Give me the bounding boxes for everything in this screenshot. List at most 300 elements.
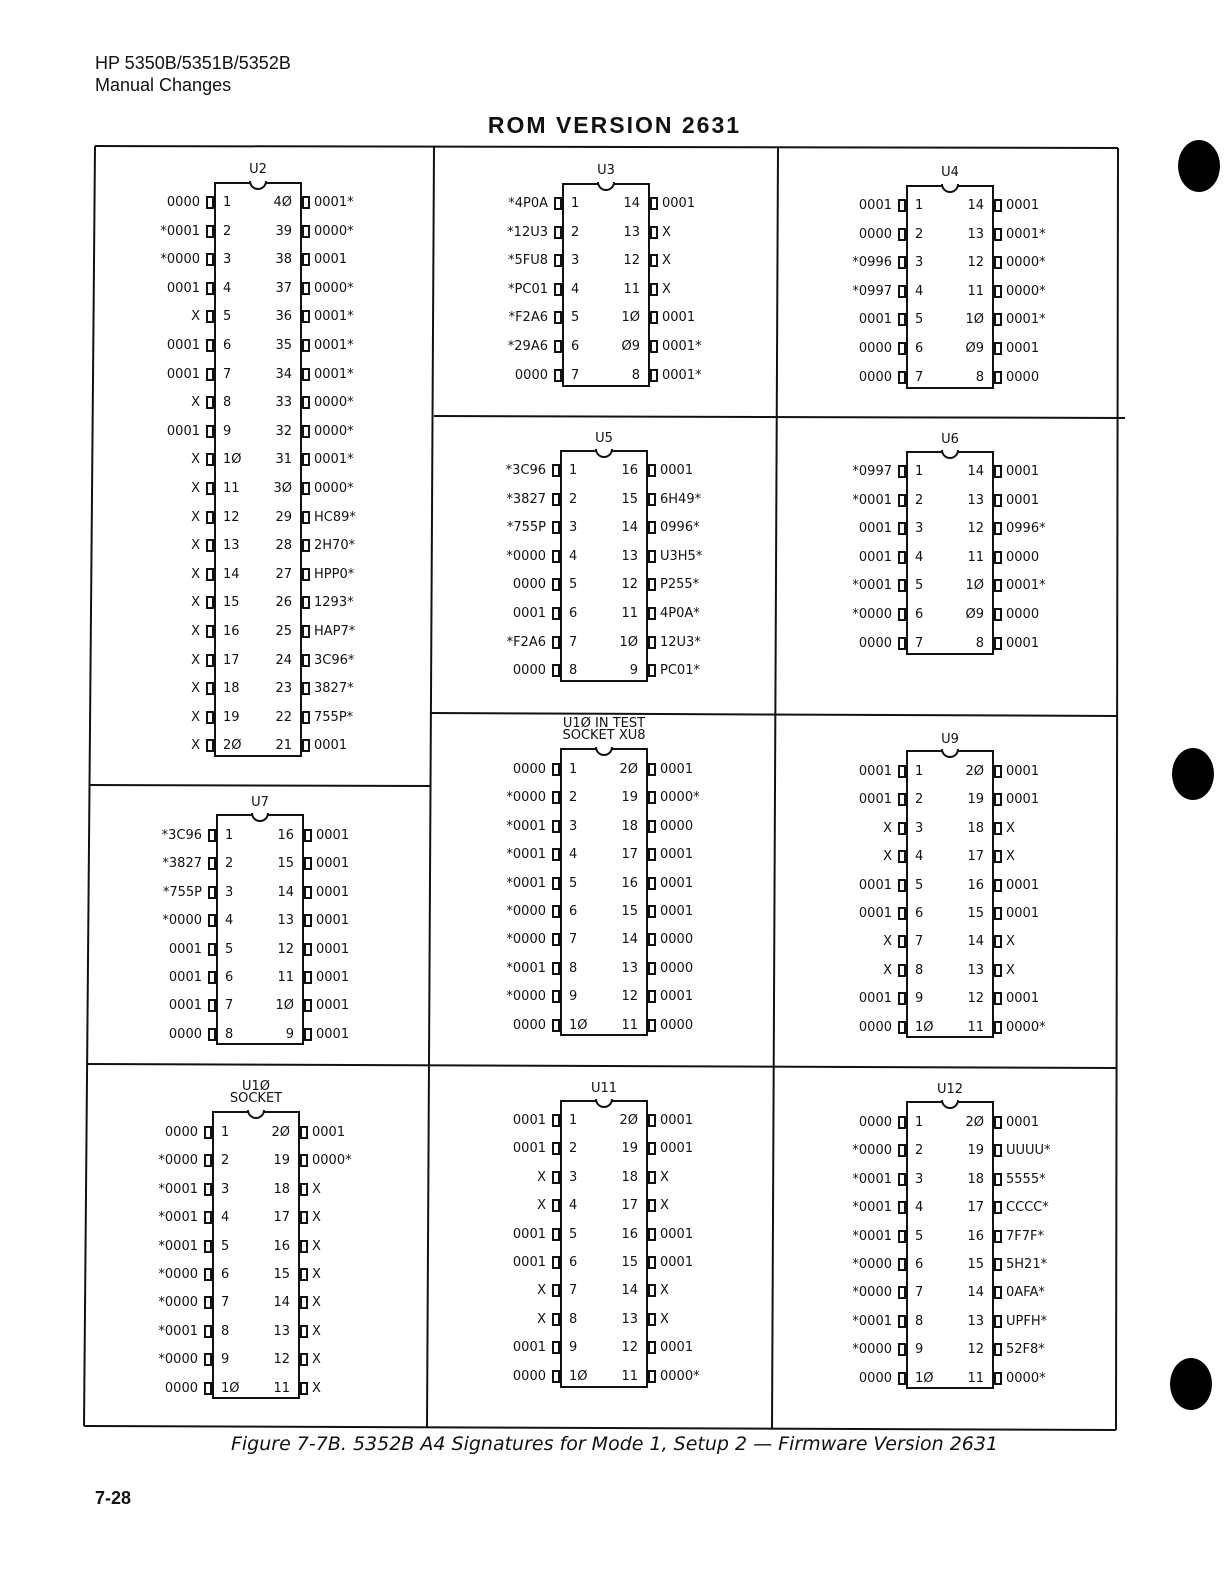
signature-left: 0001 [512,1226,546,1242]
signature-left: *0000 [158,1153,198,1169]
signature-left: *0001 [506,847,546,863]
pin-lead [554,197,562,210]
pin-number: 16 [967,1228,984,1244]
signature-left: *3C96 [161,828,202,843]
pin-lead [994,579,1002,592]
pin-number: 6 [569,904,578,919]
pin-number: 1Ø [569,1368,588,1384]
pin-number: 2 [223,223,232,239]
pin-number: 7 [569,932,578,948]
pin-lead [994,465,1002,478]
pin-lead [206,682,214,695]
pin-lead [648,664,656,677]
pin-number: 3 [915,521,924,537]
signature-right: 0001 [660,1141,694,1157]
signature-left: *0001 [852,578,892,594]
pin-lead [898,522,906,535]
pin-lead [898,1173,906,1186]
pin-lead [302,282,310,295]
signature-left: 0001 [512,1113,546,1128]
pin-lead [304,999,312,1012]
signature-right: 0000* [660,1368,700,1384]
signature-left: *0000 [506,904,546,919]
pin-number: 38 [275,252,292,268]
pin-lead [204,1353,212,1366]
pin-number: 2Ø [223,738,242,754]
pin-lead [650,226,658,239]
pin-number: 37 [275,280,292,296]
pin-number: 15 [621,491,638,507]
signature-right: 0000* [1006,1370,1046,1386]
pin-lead [648,1313,656,1326]
pin-number: 13 [223,538,240,554]
pin-number: 14 [223,566,240,582]
pin-number: 14 [967,934,984,950]
pin-number: 39 [275,223,292,239]
pin-lead [300,1183,308,1196]
pin-lead [648,521,656,534]
pin-number: 1Ø [275,998,294,1014]
pin-number: 19 [223,709,240,725]
grid-col-divider-2 [772,148,778,1429]
pin-lead [552,550,560,563]
pin-number: 2Ø [619,762,638,777]
signature-right: X [660,1311,669,1327]
pin-number: 21 [275,738,292,754]
pin-number: 12 [623,253,640,269]
pin-lead [552,820,560,833]
signature-right: X [660,1198,669,1214]
pin-number: 8 [569,1311,578,1327]
chip-label: U5 [595,431,613,446]
signature-left: X [191,452,200,468]
pin-number: 9 [915,991,924,1007]
signature-left: 0001 [858,312,892,328]
signature-right: 0000* [660,790,700,806]
pin-number: 2Ø [965,1115,984,1130]
pin-lead [208,914,216,927]
signature-right: 0001* [314,338,354,353]
signature-left: *3C96 [505,463,546,478]
signature-right: 3827* [314,681,354,697]
signature-right: 0001 [316,941,350,957]
pin-number: 17 [621,1198,638,1214]
pin-number: 13 [623,224,640,240]
pin-lead [648,578,656,591]
signature-right: 0001 [660,875,694,891]
pin-lead [898,1230,906,1243]
pin-lead [994,1315,1002,1328]
pin-number: 32 [275,423,292,439]
chip-label: SOCKET [229,1091,283,1106]
signature-right: CCCC* [1006,1200,1049,1216]
pin-lead [898,850,906,863]
pin-lead [204,1382,212,1395]
pin-lead [994,1173,1002,1186]
pin-number: 8 [569,663,578,679]
pin-number: 8 [975,635,984,651]
pin-number: 13 [621,1311,638,1327]
signature-left: *0000 [158,1295,198,1311]
signature-left: 0000 [164,1380,198,1396]
signature-right: 0001 [1006,792,1040,808]
pin-number: 7 [571,367,580,383]
pin-number: 12 [223,509,240,525]
signature-left: *0001 [852,1200,892,1216]
pin-number: 18 [967,1171,984,1187]
pin-lead [898,1286,906,1299]
pin-lead [648,791,656,804]
binder-hole-middle [1172,748,1214,800]
pin-number: 7 [915,635,924,651]
pin-lead [302,739,310,752]
signature-right: 0001 [1006,635,1040,651]
signature-left: 0000 [858,635,892,651]
chip-label: U7 [251,795,269,810]
pin-number: 5 [915,578,924,594]
grid-row-divider-full [86,1064,1117,1068]
signature-left: *PC01 [508,281,548,297]
signature-left: *755P [162,884,202,900]
pin-number: 13 [967,962,984,978]
signature-left: *0000 [852,1285,892,1301]
pin-lead [302,425,310,438]
signature-right: X [312,1323,321,1339]
pin-number: 19 [621,790,638,806]
pin-lead [554,340,562,353]
pin-number: 13 [967,226,984,242]
pin-number: 7 [915,1285,924,1301]
signature-left: X [883,849,892,865]
pin-lead [554,311,562,324]
pin-lead [302,682,310,695]
pin-lead [648,905,656,918]
pin-lead [648,1171,656,1184]
pin-lead [898,637,906,650]
pin-lead [898,579,906,592]
pin-lead [552,493,560,506]
pin-number: 36 [275,309,292,325]
pin-number: 3 [571,253,580,269]
binder-hole-bottom [1170,1358,1212,1410]
signature-left: *3827 [506,491,546,507]
pin-number: 1Ø [915,1370,934,1386]
pin-lead [994,637,1002,650]
signature-left: 0001 [166,423,200,439]
pin-number: 2Ø [965,764,984,779]
chip-label: SOCKET XU8 [562,728,646,743]
signature-right: 0001 [316,856,350,872]
pin-number: 8 [569,960,578,976]
signature-right: 0000* [314,280,354,296]
signature-left: *0000 [506,790,546,806]
pin-number: 12 [967,521,984,537]
pin-number: 6 [571,339,580,354]
signature-right: U3H5* [660,548,703,564]
signature-right: 0001 [660,847,694,863]
pin-number: 5 [915,1228,924,1244]
pin-number: 33 [275,395,292,411]
pin-number: 5 [221,1238,230,1254]
pin-lead [552,607,560,620]
signature-right: 0000* [314,395,354,411]
pin-number: 11 [621,1017,638,1033]
pin-lead [206,482,214,495]
pin-lead [208,999,216,1012]
pin-number: 11 [967,1019,984,1035]
pin-number: 5 [569,875,578,891]
pin-lead [552,521,560,534]
signature-right: P255* [660,577,700,593]
pin-lead [552,763,560,776]
pin-number: 11 [967,549,984,565]
signature-right: X [1006,849,1015,865]
pin-lead [648,962,656,975]
chip-label: U1Ø IN TEST [562,716,646,731]
signature-left: *0000 [160,252,200,268]
signature-left: X [537,1311,546,1327]
signature-left: 0001 [166,338,200,353]
pin-number: 15 [223,595,240,611]
pin-number: 14 [621,1283,638,1299]
pin-lead [206,368,214,381]
pin-number: 19 [621,1141,638,1157]
pin-lead [208,971,216,984]
pin-number: 13 [967,492,984,508]
pin-lead [898,793,906,806]
signature-right: 0000 [660,818,694,834]
pin-lead [898,907,906,920]
pin-number: 1Ø [569,1017,588,1033]
pin-lead [206,568,214,581]
pin-number: 26 [275,595,292,611]
pin-number: 7 [569,1283,578,1299]
pin-lead [206,596,214,609]
signature-left: *F2A6 [508,310,548,326]
signature-left: 0001 [858,906,892,921]
pin-number: 9 [629,663,638,679]
pin-lead [994,228,1002,241]
pin-number: 1 [915,1115,924,1130]
pin-lead [898,879,906,892]
pin-lead [204,1154,212,1167]
pin-number: 4 [915,283,924,299]
pin-number: 11 [621,1368,638,1384]
pin-lead [648,848,656,861]
pin-lead [204,1268,212,1281]
pin-lead [208,943,216,956]
signature-left: 0001 [858,549,892,565]
signature-left: 0000 [858,1019,892,1035]
pin-lead [898,1372,906,1385]
page-title: ROM VERSION 2631 [487,112,742,138]
pin-lead [994,1230,1002,1243]
signature-left: *4P0A [508,196,548,211]
pin-number: 1 [569,1113,578,1128]
signature-right: 0001 [1006,991,1040,1007]
pin-lead [648,1256,656,1269]
pin-lead [304,943,312,956]
pin-lead [994,1144,1002,1157]
pin-number: 18 [621,1169,638,1185]
pin-number: 14 [277,884,294,900]
signature-right: PC01* [660,663,700,679]
signature-right: 0001* [662,367,702,383]
pin-number: 11 [223,481,240,496]
pin-number: 1 [915,198,924,213]
signature-right: 0AFA* [1006,1285,1045,1301]
signature-right: 0001 [1006,198,1040,213]
pin-number: 1 [915,764,924,779]
pin-number: 7 [225,998,234,1014]
signature-right: 6H49* [660,491,702,507]
pin-number: 4 [569,1198,578,1214]
pin-lead [304,914,312,927]
signature-left: 0000 [512,577,546,593]
pin-number: 7 [915,369,924,385]
pin-lead [898,992,906,1005]
signature-right: 0001 [312,1125,346,1140]
pin-lead [898,551,906,564]
pin-number: 3 [569,520,578,536]
pin-lead [994,1201,1002,1214]
signature-left: *0000 [162,913,202,929]
chip-label: U2 [249,162,267,177]
pin-lead [898,1116,906,1129]
signature-left: X [191,395,200,411]
pin-lead [994,313,1002,326]
signature-right: 3C96* [314,652,355,668]
signature-left: 0000 [858,226,892,242]
signature-left: X [191,624,200,639]
pin-lead [552,1256,560,1269]
signature-left: 0001 [858,521,892,537]
pin-lead [304,829,312,842]
signature-left: 0000 [858,1115,892,1130]
pin-lead [554,369,562,382]
pin-lead [302,482,310,495]
pin-number: 6 [223,338,232,353]
signature-left: 0001 [512,1340,546,1356]
signature-left: *0000 [852,1257,892,1272]
pin-lead [648,1114,656,1127]
grid-row-divider-left-1 [89,785,431,786]
pin-number: 14 [621,520,638,536]
pin-number: 2 [569,491,578,507]
signature-right: X [662,281,671,297]
signature-right: 0000 [1006,369,1040,385]
pin-number: 7 [569,634,578,650]
signature-left: *0001 [158,1181,198,1197]
signature-right: UUUU* [1006,1143,1051,1159]
signature-left: X [537,1169,546,1185]
pin-number: 12 [621,1340,638,1356]
grid-border-top [95,146,1118,148]
pin-number: 5 [569,577,578,593]
pin-lead [994,285,1002,298]
signature-right: 0000 [660,932,694,948]
pin-number: 18 [967,820,984,836]
pin-number: 12 [273,1352,290,1368]
signature-right: 0000* [1006,255,1046,271]
pin-lead [648,933,656,946]
signature-right: 0996* [660,520,700,536]
pin-number: 17 [621,847,638,863]
signature-right: 0000* [1006,1019,1046,1035]
pin-lead [994,879,1002,892]
pin-lead [898,765,906,778]
pin-number: 3 [225,884,234,900]
pin-number: 17 [273,1210,290,1226]
pin-number: 4 [569,548,578,564]
pin-lead [208,886,216,899]
signature-right: 0001 [314,252,348,268]
signature-right: X [662,253,671,269]
signature-left: 0000 [512,762,546,777]
pin-number: 16 [223,624,240,639]
pin-number: 2 [915,492,924,508]
pin-number: 23 [275,681,292,697]
pin-number: 17 [967,849,984,865]
pin-number: 27 [275,566,292,582]
pin-lead [304,886,312,899]
pin-lead [204,1211,212,1224]
pin-lead [648,607,656,620]
pin-number: 14 [273,1295,290,1311]
signature-left: *0001 [852,1228,892,1244]
signature-right: X [1006,962,1015,978]
signature-left: *F2A6 [506,634,546,650]
pin-number: 4Ø [273,195,292,210]
signature-right: X [312,1210,321,1226]
pin-lead [300,1325,308,1338]
pin-lead [302,368,310,381]
pin-lead [648,877,656,890]
pin-lead [302,310,310,323]
pin-lead [994,850,1002,863]
pin-number: 6 [915,607,924,622]
signature-right: 4P0A* [660,606,700,621]
pin-number: 14 [967,1285,984,1301]
signature-right: 0001* [1006,312,1046,328]
signature-right: X [312,1267,321,1282]
signature-right: 5H21* [1006,1257,1048,1272]
pin-lead [898,1258,906,1271]
pin-number: 17 [223,652,240,668]
pin-lead [898,371,906,384]
pin-lead [898,285,906,298]
pin-lead [552,636,560,649]
pin-number: 6 [915,341,924,356]
pin-number: 11 [273,1380,290,1396]
pin-number: 14 [621,932,638,948]
pin-number: 13 [273,1323,290,1339]
signature-right: 0000* [314,481,354,496]
pin-number: 3 [223,252,232,268]
signature-left: *12U3 [507,224,548,240]
chip-label: U3 [597,163,615,178]
signature-left: *0000 [506,548,546,564]
signature-right: 0001 [660,1340,694,1356]
pin-lead [648,1228,656,1241]
signature-left: X [191,481,200,496]
pin-number: 13 [967,1313,984,1329]
pin-lead [650,340,658,353]
pin-number: 15 [277,856,294,872]
pin-lead [898,1021,906,1034]
pin-number: 1 [225,828,234,843]
pin-lead [994,935,1002,948]
